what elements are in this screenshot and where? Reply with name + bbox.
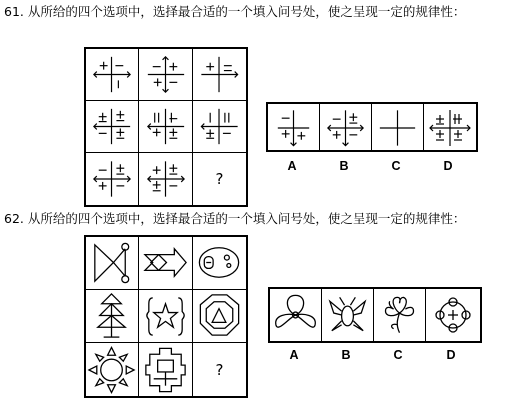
q62-option-d-figure[interactable] (426, 289, 480, 341)
q62-option-a-figure[interactable] (270, 289, 322, 341)
q62-cell-5-star-frame (139, 290, 193, 343)
q62-cell-8-pattern (139, 343, 193, 396)
q62-options-row (268, 287, 482, 343)
q62-cell-1-bowtie (86, 237, 139, 290)
q61-cell-6 (193, 101, 246, 153)
q62-option-d-label[interactable]: D (446, 348, 456, 362)
q61-option-d-label[interactable]: D (443, 159, 453, 173)
q62-option-b-label[interactable]: B (341, 348, 351, 362)
q61-option-b-label[interactable]: B (339, 159, 349, 173)
q61-option-c-figure[interactable] (372, 104, 424, 150)
question-mark: ? (215, 170, 224, 188)
q62-option-c-label[interactable]: C (393, 348, 403, 362)
q61-option-a-figure[interactable] (268, 104, 320, 150)
q61-cell-2 (139, 49, 193, 101)
q61-option-b-figure[interactable] (320, 104, 372, 150)
q62-puzzle-grid (84, 235, 248, 398)
q62-option-c-figure[interactable] (374, 289, 426, 341)
question-62-title: 62. 从所给的四个选项中，选择最合适的一个填入问号处，使之呈现一定的规律性： (4, 211, 466, 226)
q61-options-row (266, 102, 478, 152)
q62-cell-2-arrow (139, 237, 193, 290)
q61-option-d-figure[interactable] (424, 104, 476, 150)
q62-option-a-label[interactable]: A (289, 348, 299, 362)
q61-cell-8 (139, 153, 193, 205)
q62-cell-7-sun (86, 343, 139, 396)
q62-cell-6-octagon (193, 290, 246, 343)
q61-option-a-label[interactable]: A (287, 159, 297, 173)
question-61-title: 61. 从所给的四个选项中，选择最合适的一个填入问号处，使之呈现一定的规律性： (4, 4, 466, 19)
q61-cell-1 (86, 49, 139, 101)
q61-cell-3 (193, 49, 246, 101)
q61-cell-5 (139, 101, 193, 153)
q61-option-c-label[interactable]: C (391, 159, 401, 173)
q61-puzzle-grid (84, 47, 248, 207)
question-mark: ? (215, 360, 224, 379)
q61-cell-7 (86, 153, 139, 205)
q62-cell-9-question (193, 343, 246, 396)
q61-cell-9-question (193, 153, 246, 205)
q62-cell-4-tree (86, 290, 139, 343)
q62-option-b-figure[interactable] (322, 289, 374, 341)
q61-cell-4 (86, 101, 139, 153)
q62-cell-3-egg (193, 237, 246, 290)
